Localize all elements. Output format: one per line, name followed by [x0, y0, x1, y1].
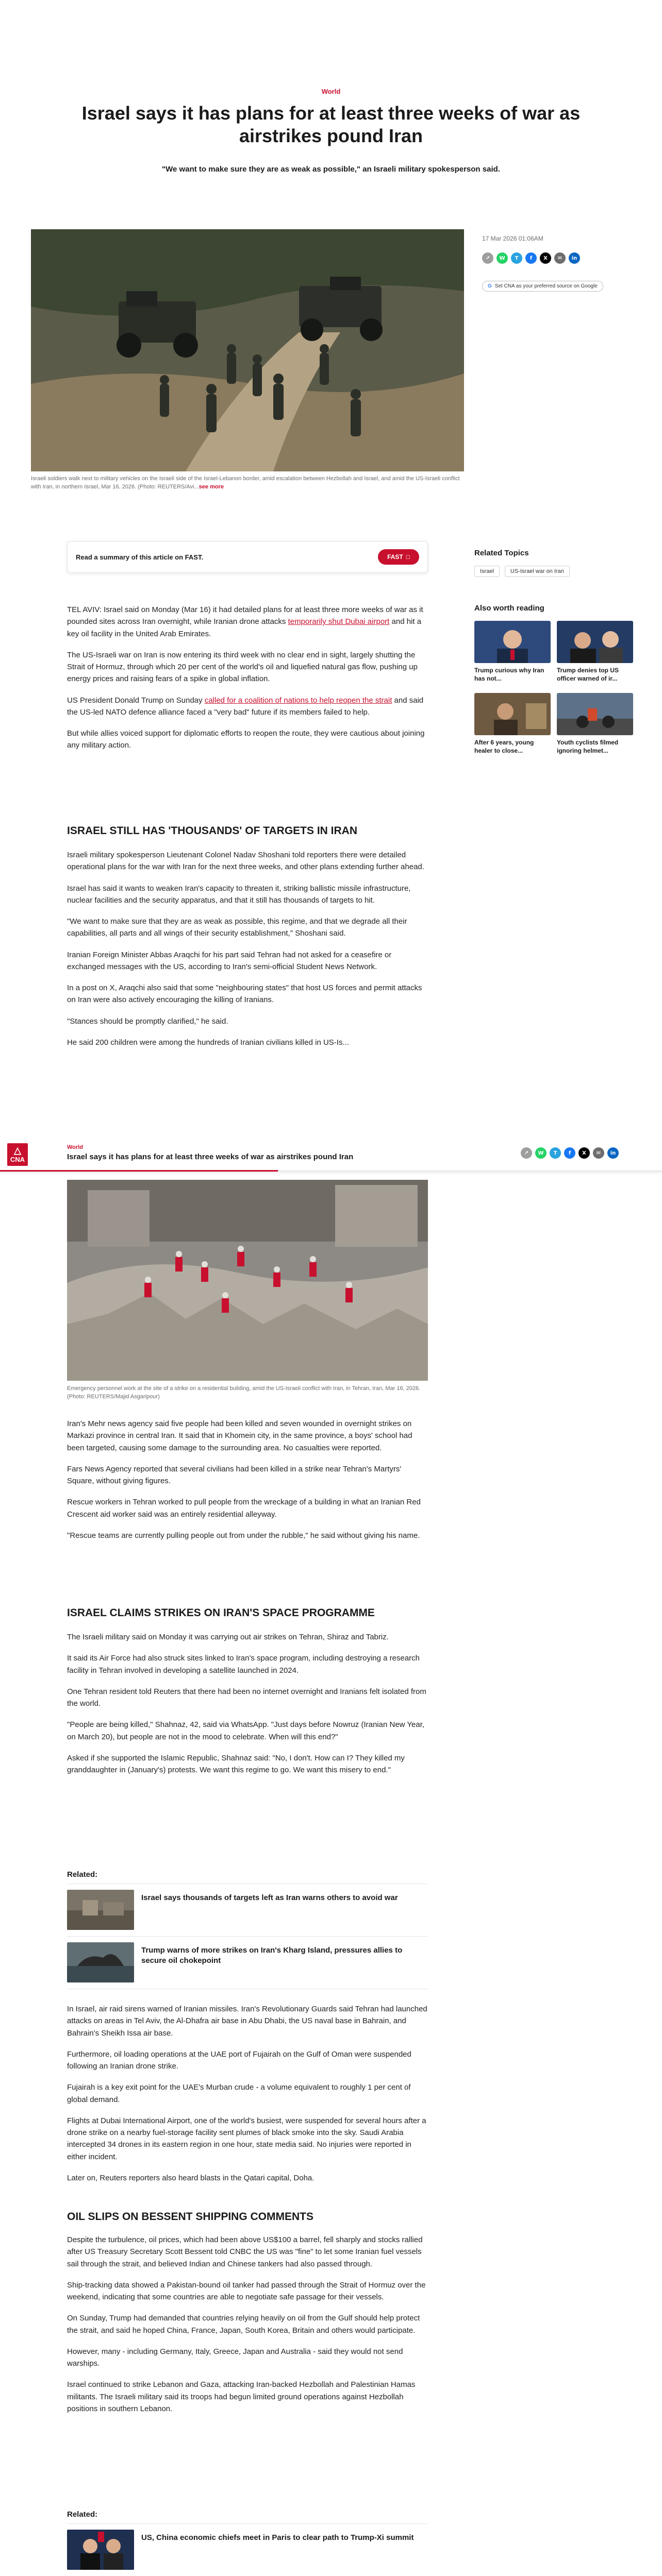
hero-photo — [31, 229, 464, 471]
worth-reading-headline: Trump denies top US officer warned of ir... — [557, 667, 619, 683]
sticky-article-header — [0, 1136, 662, 1172]
article-body-part-2 — [67, 849, 428, 1048]
paragraph — [67, 694, 428, 719]
rubble-photo-illustration — [67, 1180, 428, 1381]
paragraph: Rescue workers in Tehran worked to pull people from the wreckage of a building in what an Iranian Red Crescent aid worker said was an entirely residential alleyway. — [67, 1498, 421, 1519]
sticky-title: Israel says it has plans for at least three weeks of war as airstrikes pound Iran — [67, 1153, 354, 1161]
paragraph: Fujairah is a key exit point for the UAE's Murban crude - a volume equivalent to roughly 1 per cent of global demand. — [67, 2083, 411, 2104]
inline-link[interactable]: called for a coalition of nations to help reopen the strait — [204, 696, 392, 705]
thumbnail-image — [474, 693, 551, 735]
logo-mark: △ — [14, 1145, 21, 1156]
logo-text: CNA — [10, 1155, 25, 1163]
related-headline: Israel says thousands of targets left as Iran warns others to avoid war — [141, 1893, 398, 1902]
share-link-icon[interactable]: ↗ — [482, 252, 493, 264]
article-body-part-3 — [67, 1418, 428, 1541]
topic-tag[interactable]: US-Israel war on Iran — [505, 566, 570, 577]
thumbnail-image — [67, 1942, 134, 1982]
paragraph: "We want to make sure that they are as weak as possible, this regime, and that we degrade all their capabilities, all parts and all wings of their security establishment," Shoshani said. — [67, 917, 407, 938]
sticky-share-bar — [521, 1147, 619, 1159]
thumbnail-image — [557, 693, 633, 735]
inline-link[interactable]: temporarily shut Dubai airport — [288, 617, 390, 626]
paragraph: Flights at Dubai International Airport, one of the world's busiest, were suspended for several hours after a drone strike on a nearby fuel-storage facility sent plumes of black smoke into the sky. Saudi Arabia intercepted 34 drones in its eastern region in one hour, state media said. No injuries were reported in either incident. — [67, 2116, 426, 2161]
paragraph: Iranian Foreign Minister Abbas Araqchi for his part said Tehran had not asked for a ceasefire or exchanged messages with the US, according to Iran's semi-official Student News Network. — [67, 950, 392, 971]
related-thumbnail — [67, 1890, 134, 1930]
paragraph: In Israel, air raid sirens warned of Iranian missiles. Iran's Revolutionary Guards said Tehran had launched attacks on areas in Tel Aviv, the Al-Dhafra air base in Abu Dhabi, the US naval base in Bahrain, and Bahrain's Sheikh Issa air base. — [67, 2005, 427, 2038]
share-link-icon[interactable]: ↗ — [521, 1147, 532, 1159]
related-thumbnail — [67, 2530, 134, 2570]
related-headline: US, China economic chiefs meet in Paris to clear path to Trump-Xi summit — [141, 2533, 414, 2542]
paragraph: Despite the turbulence, oil prices, which had been above US$100 a barrel, fell sharply and stocks rallied after US Treasury Secretary Scott Bessent told CNBC the US was "fine" to let some Iranian fuel vessels sail through the strait, and believed Indian and Chinese tankers had also passed through. — [67, 2235, 423, 2268]
paragraph: "People are being killed," Shahnaz, 42, said via WhatsApp. "Just days before Nowruz (Iranian New Year, on March 20), but people are not in the mood to celebrate. When will this end?" — [67, 1720, 425, 1741]
fast-summary-label: Read a summary of this article on FAST. — [76, 553, 204, 561]
paragraph: One Tehran resident told Reuters that there had been no internet overnight and Iranians felt isolated from the world. — [67, 1687, 426, 1708]
article-headline: Israel says it has plans for at least three weeks of war as airstrikes pound Iran — [81, 103, 581, 146]
related-article[interactable] — [67, 2530, 428, 2570]
document-icon: □ — [406, 553, 410, 561]
hero-photo-illustration — [31, 229, 464, 471]
paragraph: Fars News Agency reported that several civilians had been killed in a strike near Tehran's Martyrs' Square, without giving figures. — [67, 1464, 402, 1485]
related-article[interactable] — [67, 1890, 428, 1930]
fast-button[interactable] — [378, 549, 419, 565]
paragraph — [67, 604, 428, 640]
divider — [67, 2523, 428, 2524]
worth-reading-headline: After 6 years, young healer to close... — [474, 739, 534, 755]
share-email-icon[interactable]: ✉ — [593, 1147, 604, 1159]
also-worth-reading-title: Also worth reading — [474, 604, 544, 613]
paragraph: Asked if she supported the Islamic Republic, Shahnaz said: "No, I don't. How can I? They killed my granddaughter in (January's) protests. We want this regime to go. We want this misery to end." — [67, 1753, 405, 1774]
article-kicker[interactable]: World — [321, 88, 341, 95]
paragraph: But while allies voiced support for diplomatic efforts to reopen the route, they were cautious about joining any military action. — [67, 729, 425, 750]
paragraph: Furthermore, oil loading operations at the UAE port of Fujairah on the Gulf of Oman were suspended following an Iranian drone strike. — [67, 2049, 411, 2071]
share-facebook-icon[interactable]: f — [525, 252, 537, 264]
related-article[interactable] — [67, 1942, 428, 1982]
worth-reading-thumbnail — [557, 693, 633, 735]
share-email-icon[interactable]: ✉ — [554, 252, 566, 264]
sticky-kicker[interactable]: World — [67, 1144, 83, 1150]
worth-reading-card[interactable] — [474, 621, 551, 683]
see-more-link[interactable]: see more — [198, 483, 224, 490]
paragraph-text: and said the US-led NATO defence alliance faced a "very bad" future if its members failed to help. — [67, 696, 424, 717]
section-heading: ISRAEL CLAIMS STRIKES ON IRAN'S SPACE PROGRAMME — [67, 1607, 375, 1619]
share-linkedin-icon[interactable]: in — [569, 252, 580, 264]
paragraph: Israel continued to strike Lebanon and Gaza, attacking Iran-backed Hezbollah and Palestinian Hamas militants. The Israeli military said its troops had begun limited ground operations against Hezbollah positions in southern Lebanon. — [67, 2380, 416, 2413]
paragraph: "Rescue teams are currently pulling people out from under the rubble," he said without giving his name. — [67, 1531, 420, 1540]
divider — [67, 1936, 428, 1937]
thumbnail-image — [67, 2530, 134, 2570]
google-icon: G — [488, 283, 492, 289]
article-body-part-5 — [67, 2003, 428, 2184]
reading-progress-bar — [0, 1170, 662, 1172]
worth-reading-card[interactable] — [557, 621, 633, 683]
reading-progress-fill — [0, 1170, 278, 1172]
rubble-photo — [67, 1180, 428, 1381]
related-thumbnail — [67, 1942, 134, 1982]
share-linkedin-icon[interactable]: in — [607, 1147, 619, 1159]
thumbnail-image — [474, 621, 551, 663]
share-whatsapp-icon[interactable]: W — [496, 252, 508, 264]
section-heading: OIL SLIPS ON BESSENT SHIPPING COMMENTS — [67, 2211, 314, 2223]
hero-photo-caption — [31, 475, 464, 492]
related-label: Related: — [67, 1870, 98, 1879]
related-headline: Trump warns of more strikes on Iran's Kharg Island, pressures allies to secure oil chokepoint — [141, 1946, 403, 1965]
rubble-photo-caption: Emergency personnel work at the site of a strike on a residential building, amid the US-Israeli conflict with Iran, in Tehran, Iran, Mar 16, 2026. (Photo: REUTERS/Majid Asgaripour) — [67, 1385, 421, 1400]
related-topics-title: Related Topics — [474, 549, 529, 557]
paragraph: Israel has said it wants to weaken Iran's capacity to threaten it, striking ballistic missile infrastructure, nuclear facilities and the security apparatus, and that it still has thousands of targets to hit. — [67, 884, 411, 905]
paragraph: Ship-tracking data showed a Pakistan-bound oil tanker had passed through the Strait of Hormuz over the weekend, indicating that some countries are able to negotiate safe passage for their vessels. — [67, 2280, 426, 2301]
share-x-icon[interactable]: X — [540, 252, 551, 264]
article-body-part-1 — [67, 604, 428, 761]
cna-logo[interactable] — [7, 1143, 28, 1166]
paragraph-text: and hit a key oil facility in the United Arab Emirates. — [67, 617, 422, 638]
worth-reading-thumbnail — [474, 693, 551, 735]
worth-reading-thumbnail — [474, 621, 551, 663]
article-body-part-6 — [67, 2234, 428, 2415]
worth-reading-headline: Trump curious why Iran has not... — [474, 667, 544, 683]
share-bar — [482, 252, 580, 264]
article-standfirst: "We want to make sure they are as weak as possible," an Israeli military spokesperson said. — [162, 165, 500, 174]
share-whatsapp-icon[interactable]: W — [535, 1147, 547, 1159]
paragraph: However, many - including Germany, Italy, Greece, Japan and Australia - said they would not send warships. — [67, 2347, 403, 2368]
share-telegram-icon[interactable]: T — [550, 1147, 561, 1159]
hero-caption-text: Israeli soldiers walk next to military vehicles on the Israeli side of the Israel-Lebanon border, amid escalation between Hezbollah and Israel, and amid the US-Israeli conflict with Iran, in northern Israel, Mar 16, 2026. (Photo: REUTERS/Avi... — [31, 476, 460, 490]
article-body-part-4 — [67, 1631, 428, 1776]
topic-tag[interactable]: Israel — [474, 566, 500, 577]
paragraph: The US-Israeli war on Iran is now entering its third week with no clear end in sight, largely shutting the Strait of Hormuz, through which 20 per cent of the world's oil and liquefied natural gas flow, pushing up energy prices and raising fears of a spike in global inflation. — [67, 650, 418, 684]
paragraph-text: US President Donald Trump on Sunday — [67, 696, 205, 705]
preferred-source-label: Set CNA as your preferred source on Google — [494, 283, 598, 289]
fast-button-label: FAST — [387, 553, 403, 561]
paragraph: The Israeli military said on Monday it was carrying out air strikes on Tehran, Shiraz and Tabriz. — [67, 1633, 389, 1641]
paragraph: He said 200 children were among the hundreds of Iranian civilians killed in US-Is... — [67, 1038, 349, 1047]
related-label: Related: — [67, 2510, 98, 2519]
paragraph-text: TEL AVIV: Israel said on Monday (Mar 16) it had detailed plans for at least three more weeks of war as it pounded sites across Iran overnight, while Iranian drone attacks — [67, 605, 423, 626]
paragraph: Iran's Mehr news agency said five people had been killed and seven wounded in overnight strikes on Markazi province in central Iran. It said that in Khomein city, in the same province, a boys' school had been targeted, causing some damage to the surrounding area. No casualties were reported. — [67, 1419, 412, 1452]
thumbnail-image — [67, 1890, 134, 1930]
share-x-icon[interactable]: X — [578, 1147, 590, 1159]
publish-date: 17 Mar 2026 01:06AM — [482, 235, 543, 242]
worth-reading-headline: Youth cyclists filmed ignoring helmet... — [557, 739, 619, 755]
paragraph: It said its Air Force had also struck sites linked to Iran's space program, including destroying a research facility in Tehran involved in developing a satellite launched in 2024. — [67, 1654, 420, 1675]
worth-reading-card[interactable] — [557, 693, 633, 755]
paragraph: "Stances should be promptly clarified," he said. — [67, 1016, 228, 1026]
fast-summary-box — [67, 541, 428, 573]
share-telegram-icon[interactable]: T — [511, 252, 522, 264]
related-topics-list — [474, 566, 570, 577]
worth-reading-thumbnail — [557, 621, 633, 663]
paragraph: Israeli military spokesperson Lieutenant Colonel Nadav Shoshani told reporters there were detailed operational plans for the war with Iran for the next three weeks, and other plans extending further ahead. — [67, 851, 424, 872]
section-heading: ISRAEL STILL HAS 'THOUSANDS' OF TARGETS IN IRAN — [67, 825, 358, 837]
paragraph: On Sunday, Trump had demanded that countries relying heavily on oil from the Gulf should help protect the strait, and said he hoped China, France, Japan, South Korea, Britain and others would participate. — [67, 2314, 420, 2335]
share-facebook-icon[interactable]: f — [564, 1147, 575, 1159]
paragraph: In a post on X, Araqchi also said that some "neighbouring states" that host US forces and permit attacks on Iran were also actively encouraging the killing of Iranians. — [67, 984, 422, 1005]
worth-reading-card[interactable] — [474, 693, 551, 755]
preferred-source-button[interactable] — [482, 281, 603, 292]
thumbnail-image — [557, 621, 633, 663]
paragraph: Later on, Reuters reporters also heard blasts in the Qatari capital, Doha. — [67, 2173, 315, 2182]
